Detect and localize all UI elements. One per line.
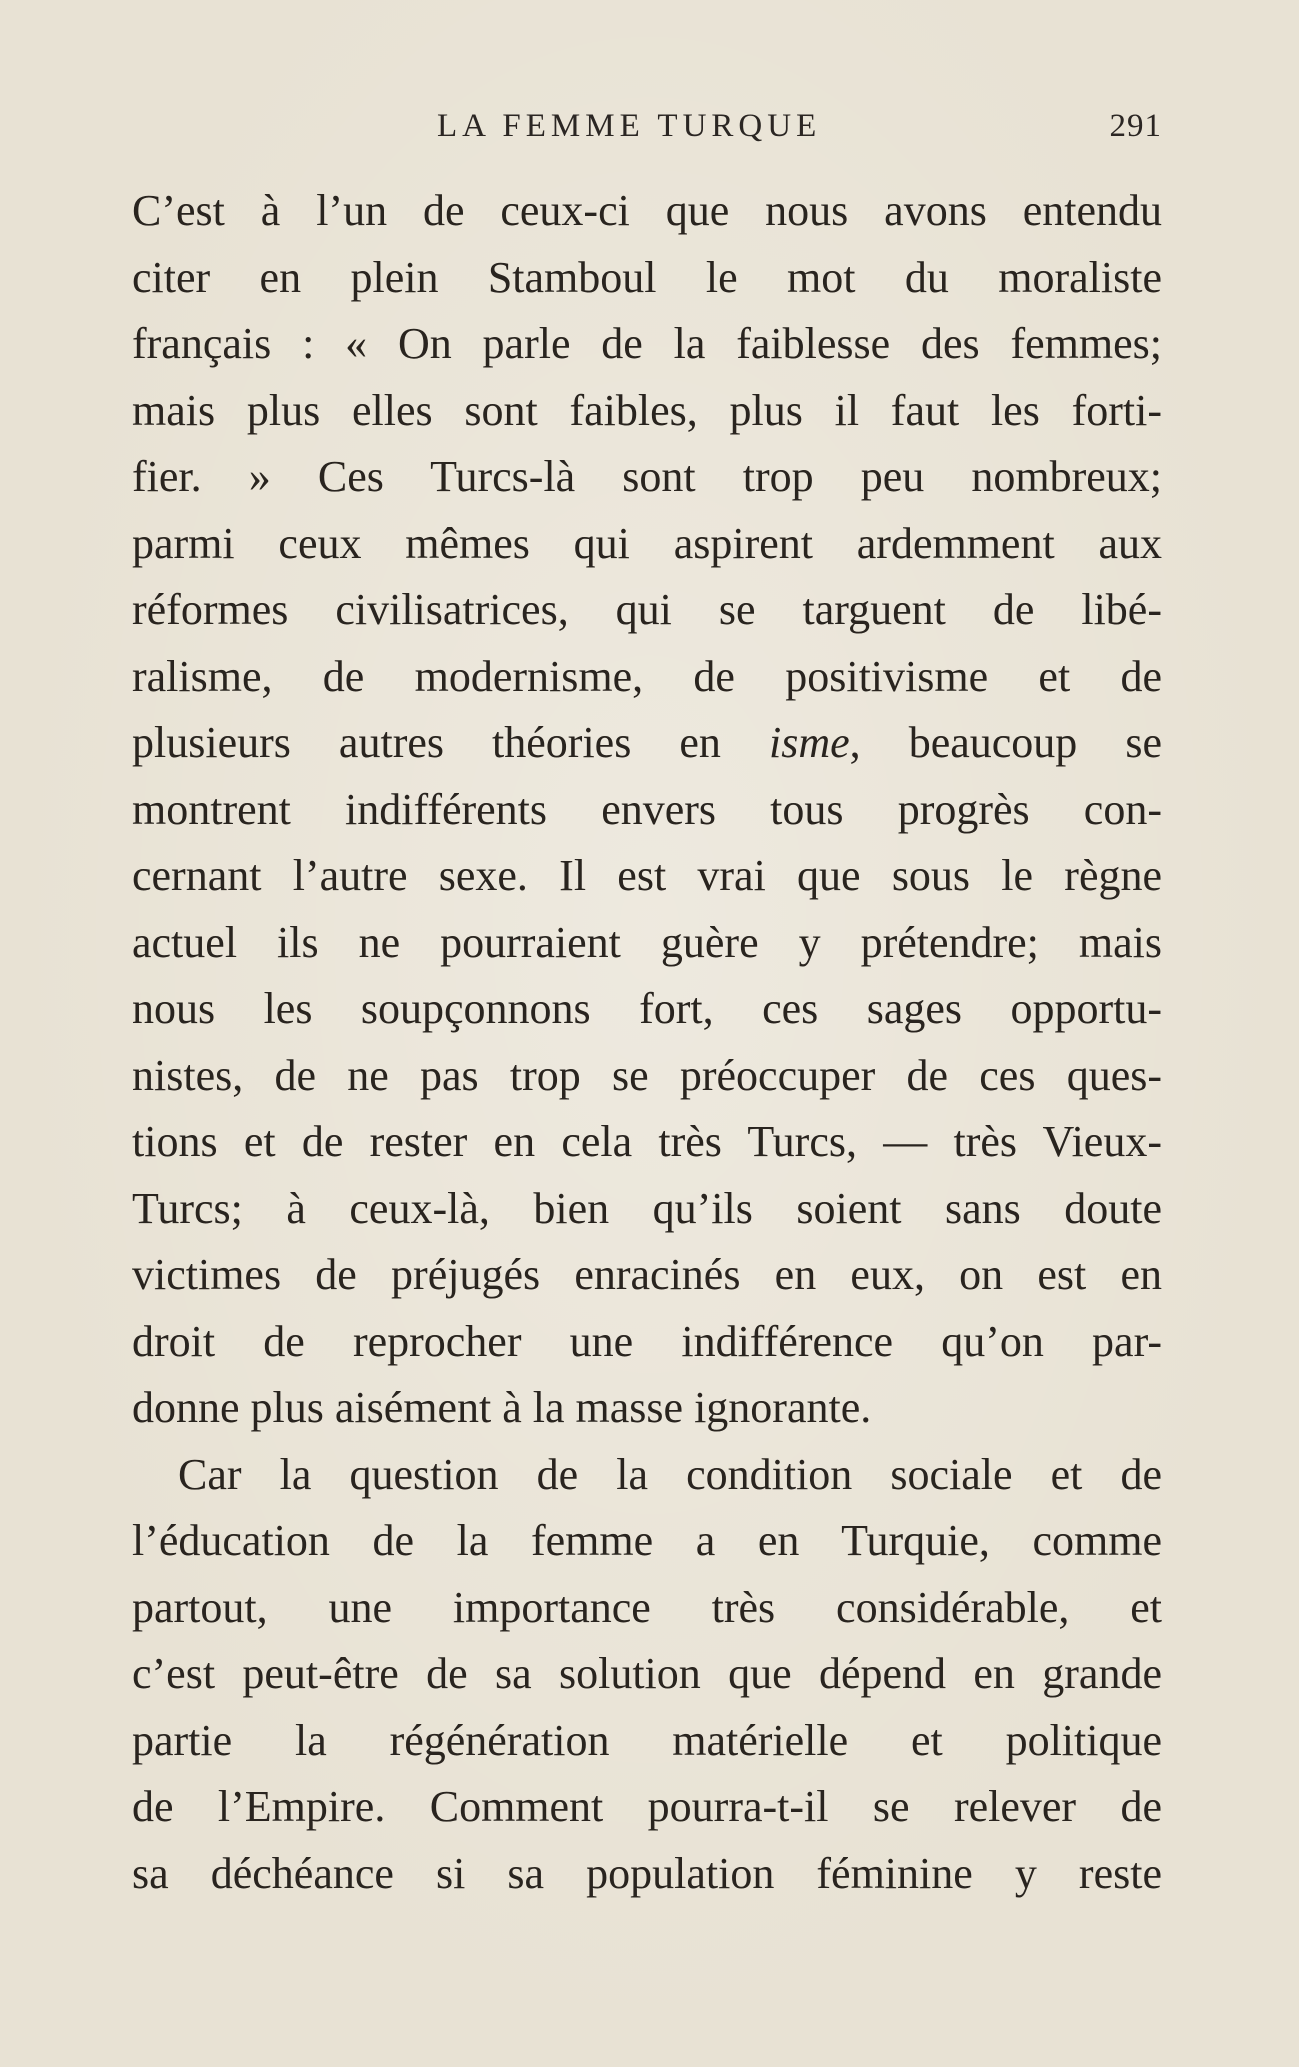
body-text [132, 178, 1162, 1907]
text-line: droit de reprocher une indifférence qu’on par- [132, 1316, 1162, 1366]
text-line: français : « On parle de la faiblesse des femmes; [132, 319, 1162, 368]
text-line: de l’Empire. Comment pourra-t-il se relever de [132, 1782, 1162, 1831]
text-line: actuel ils ne pourraient guère y prétendre; mais [132, 917, 1162, 967]
text-line: Car la question de la condition sociale et de [178, 1449, 1162, 1499]
page-number: 291 [1109, 108, 1162, 144]
text-line: sa déchéance si sa population féminine y reste [132, 1848, 1162, 1898]
paragraph-2 [132, 1442, 1162, 1908]
text-line: fier. » Ces Turcs-là sont trop peu nombreux; [132, 452, 1162, 501]
text-line: c’est peut-être de sa solution que dépend en grande [132, 1649, 1162, 1698]
text-line: partout, une importance très considérable, et [132, 1582, 1162, 1632]
text-line: victimes de préjugés enracinés en eux, on est en [132, 1250, 1162, 1299]
running-head [132, 108, 1162, 152]
text-line: l’éducation de la femme a en Turquie, comme [132, 1516, 1162, 1565]
text-line: parmi ceux mêmes qui aspirent ardemment aux [132, 518, 1162, 568]
text-line: réformes civilisatrices, qui se targuent de libé- [132, 585, 1162, 634]
text-line: nous les soupçonnons fort, ces sages opportu- [132, 984, 1162, 1033]
text-line: nistes, de ne pas trop se préoccuper de ces ques- [132, 1050, 1162, 1100]
text-line: Turcs; à ceux-là, bien qu’ils soient sans doute [132, 1183, 1162, 1233]
text-line: mais plus elles sont faibles, plus il faut les forti- [132, 385, 1162, 435]
text-line: partie la régénération matérielle et politique [132, 1715, 1162, 1765]
text-line: donne plus aisément à la masse ignorante. [132, 1383, 872, 1432]
text-line: cernant l’autre sexe. Il est vrai que sous le règne [132, 851, 1162, 900]
text-line: C’est à l’un de ceux-ci que nous avons entendu [132, 186, 1162, 235]
text-line: ralisme, de modernisme, de positivisme et de [132, 651, 1162, 701]
text-line: montrent indifférents envers tous progrès con- [132, 784, 1162, 834]
text-line: citer en plein Stamboul le mot du moraliste [132, 252, 1162, 302]
paragraph-1 [132, 178, 1162, 1442]
running-title: LA FEMME TURQUE [437, 108, 822, 144]
text-line: tions et de rester en cela très Turcs, — très Vieux- [132, 1117, 1162, 1166]
text-line: plusieurs autres théories en isme, beaucoup se [132, 718, 1162, 767]
